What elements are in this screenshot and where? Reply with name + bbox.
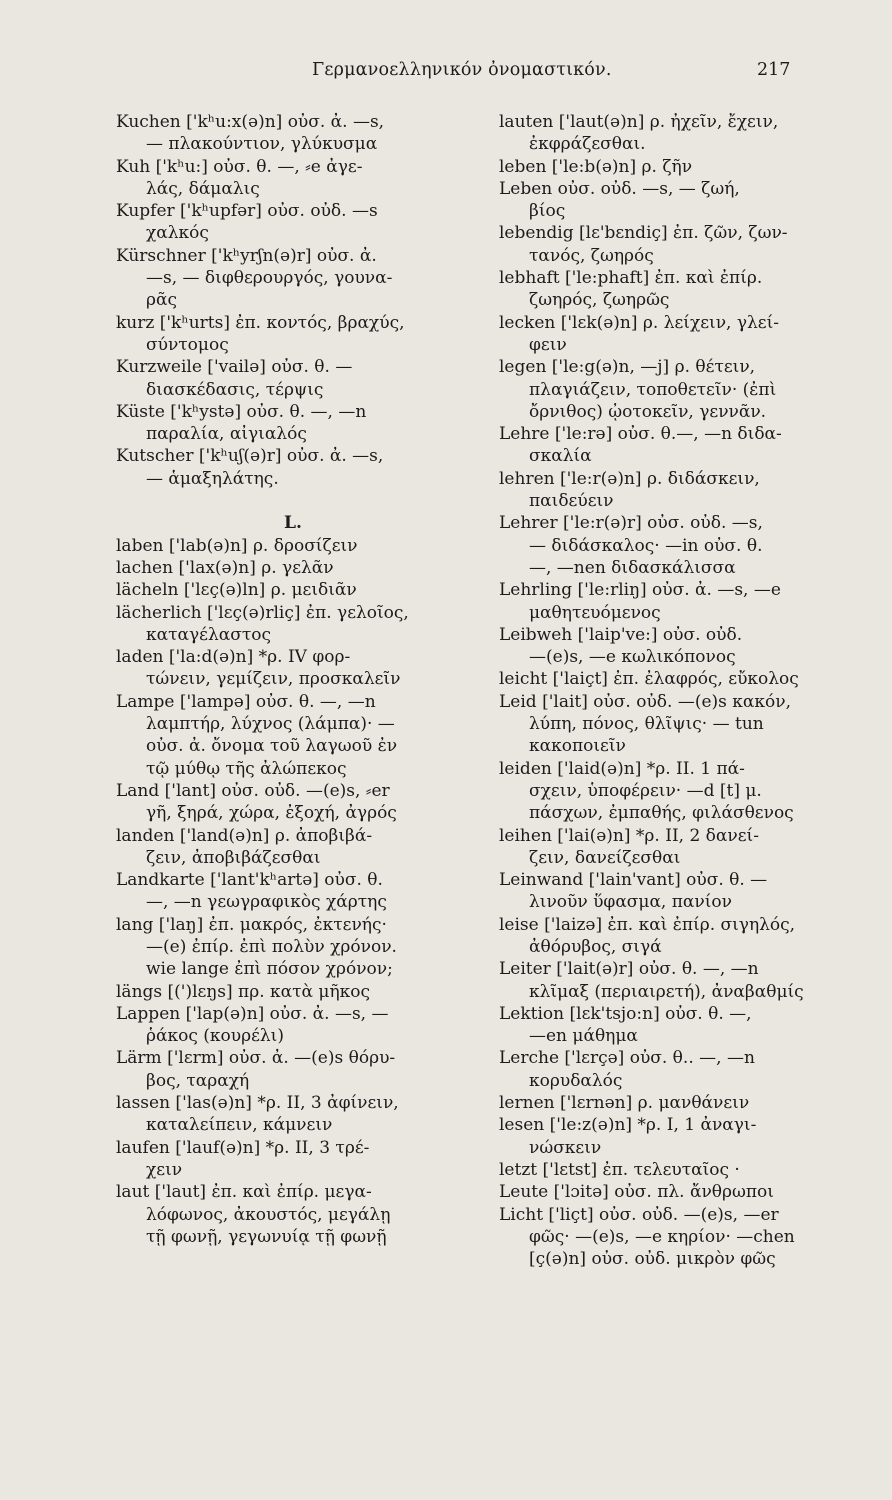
entry-headword-line: lassen ['las(ə)n] *ρ. II, 3 ἀφίνειν, (116, 1093, 399, 1114)
entry-continuation-line: ῥάκος (κουρέλι) (146, 1026, 284, 1047)
entry-headword-line: lächerlich ['lɛç(ə)rliç] ἐπ. γελοῖος, (116, 602, 409, 623)
entry-continuation-line: κλῖμαξ (περιαιρετή), ἀναβαθμίς (529, 981, 804, 1002)
entry-continuation-line: ζειν, ἀποβιβάζεσθαι (146, 847, 321, 868)
entry-headword-line: leicht ['laiçt] ἐπ. ἐλαφρός, εὔκολος (499, 669, 799, 690)
entry-headword-line: lang ['laŋ] ἐπ. μακρός, ἐκτενής· (116, 914, 387, 935)
entry-continuation-line: παιδεύειν (529, 491, 614, 512)
entry-continuation-line: βος, ταραχή (146, 1070, 250, 1091)
entry-continuation-line: ρᾶς (146, 290, 177, 311)
entry-headword-line: Leibweh ['laip've:] οὐσ. οὐδ. (499, 624, 743, 645)
entry-continuation-line: — διδάσκαλος· —in οὐσ. θ. (529, 535, 763, 556)
entry-continuation-line: λύπη, πόνος, θλῖψις· — tun (529, 714, 764, 735)
entry-headword-line: Lehrling ['le:rliŋ] οὐσ. ἀ. —s, —e (499, 580, 781, 601)
entry-continuation-line: λινοῦν ὕφασμα, πανίον (529, 892, 732, 913)
entry-continuation-line: —en μάθημα (529, 1026, 638, 1047)
right-column (499, 111, 817, 1270)
entry-continuation-line: τώνειν, γεμίζειν, προσκαλεῖν (146, 669, 401, 690)
entry-headword-line: leben ['le:b(ə)n] ρ. ζῆν (499, 156, 693, 177)
entry-continuation-line: wie lange ἐπὶ πόσον χρόνον; (146, 959, 393, 980)
entry-headword-line: legen ['le:g(ə)n, —j] ρ. θέτειν, (499, 357, 756, 378)
left-column (116, 111, 452, 1248)
entry-headword-line: lesen ['le:z(ə)n] *ρ. I, 1 ἀναγι- (499, 1115, 757, 1136)
entry-continuation-line: πλαγιάζειν, τοποθετεῖν· (ἐπὶ (529, 379, 777, 400)
entry-continuation-line: λάς, δάμαλις (146, 178, 260, 199)
page-title: Γερμανοελληνικόν ὀνομαστικόν. (312, 60, 612, 80)
entry-continuation-line: φῶς· —(e)s, —e κηρίον· —chen (529, 1226, 795, 1247)
entry-headword-line: Lehrer ['le:r(ə)r] οὐσ. οὐδ. —s, (499, 513, 763, 534)
entry-headword-line: Kutscher ['kʰuʃ(ə)r] οὐσ. ἀ. —s, (116, 446, 384, 467)
entry-continuation-line: σκαλία (529, 446, 592, 467)
entry-headword-line: Leute ['lɔitə] οὐσ. πλ. ἄνθρωποι (499, 1182, 774, 1203)
entry-headword-line: Lektion [lɛk'tsjo:n] οὐσ. θ. —, (499, 1003, 752, 1024)
entry-continuation-line: κορυδαλός (529, 1070, 623, 1091)
entry-continuation-line: βίος (529, 201, 566, 222)
entry-headword-line: Leid ['lait] οὐσ. οὐδ. —(e)s κακόν, (499, 691, 792, 712)
entry-continuation-line: φειν (529, 334, 567, 355)
entry-continuation-line: — πλακούντιον, γλύκυσμα (146, 134, 378, 155)
entry-continuation-line: λαμπτήρ, λύχνος (λάμπα)· — (146, 714, 395, 735)
entry-continuation-line: πάσχων, ἐμπαθής, φιλάσθενος (529, 803, 794, 824)
entry-continuation-line: [ç(ə)n] οὐσ. οὐδ. μικρὸν φῶς (529, 1249, 776, 1270)
entry-continuation-line: χειν (146, 1159, 183, 1180)
entry-continuation-line: ἐκφράζεσθαι. (529, 134, 646, 155)
entry-headword-line: laut ['laut] ἐπ. καὶ ἐπίρ. μεγα- (116, 1182, 372, 1203)
entry-headword-line (116, 490, 452, 512)
entry-headword-line: leise ['laizə] ἐπ. καὶ ἐπίρ. σιγηλός, (499, 914, 796, 935)
entry-headword-line: lachen ['lax(ə)n] ρ. γελᾶν (116, 557, 334, 578)
entry-headword-line: Kurzweile ['vailə] οὐσ. θ. — (116, 357, 353, 378)
entry-continuation-line: σύντομος (146, 334, 229, 355)
entry-headword-line: Leiter ['lait(ə)r] οὐσ. θ. —, —n (499, 959, 759, 980)
entry-continuation-line: παραλία, αἰγιαλός (146, 424, 307, 445)
entry-headword-line: längs [(')lɛŋs] πρ. κατὰ μῆκος (116, 981, 371, 1002)
entry-headword-line: laben ['lab(ə)n] ρ. δροσίζειν (116, 535, 358, 556)
entry-headword-line: Kupfer ['kʰupfər] οὐσ. οὐδ. —s (116, 201, 378, 222)
entry-headword-line: Lehre ['le:rə] οὐσ. θ.—, —n διδα- (499, 424, 782, 445)
entry-continuation-line: γῆ, ξηρά, χώρα, ἐξοχή, ἀγρός (146, 803, 397, 824)
entry-continuation-line: λόφωνος, ἀκουστός, μεγάλῃ (146, 1204, 391, 1225)
entry-headword-line: Landkarte ['lant'kʰartə] οὐσ. θ. (116, 870, 383, 891)
entry-headword-line: kurz ['kʰurts] ἐπ. κοντός, βραχύς, (116, 312, 405, 333)
entry-headword-line: lauten ['laut(ə)n] ρ. ἠχεῖν, ἔχειν, (499, 112, 779, 132)
entry-continuation-line: τῷ μύθῳ τῆς ἀλώπεκος (146, 758, 347, 779)
entry-continuation-line: σχειν, ὑποφέρειν· —d [t] μ. (529, 780, 762, 801)
entry-continuation-line: διασκέδασις, τέρψις (146, 379, 324, 400)
entry-continuation-line: —(e) ἐπίρ. ἐπὶ πολὺν χρόνον. (146, 936, 397, 957)
entry-continuation-line: —s, — διφθερουργός, γουνα- (146, 268, 393, 289)
entry-continuation-line: τανός, ζωηρός (529, 245, 654, 266)
entry-headword-line: lehren ['le:r(ə)n] ρ. διδάσκειν, (499, 468, 760, 489)
entry-headword-line: Kuh ['kʰu:] οὐσ. θ. —, ⸗e ἀγε- (116, 156, 363, 177)
entry-continuation-line: —, —n γεωγραφικὸς χάρτης (146, 892, 387, 913)
entry-headword-line: lecken ['lɛk(ə)n] ρ. λείχειν, γλεί- (499, 312, 780, 333)
entry-continuation-line: ὄρνιθος) ᾠοτοκεῖν, γεννᾶν. (529, 401, 767, 422)
entry-continuation-line: τῇ φωνῇ, γεγωνυίᾳ τῇ φωνῇ (146, 1226, 387, 1247)
entry-headword-line: Licht ['liçt] οὐσ. οὐδ. —(e)s, —er (499, 1204, 779, 1225)
entry-headword-line: laden ['la:d(ə)n] *ρ. IV φορ- (116, 647, 351, 668)
entry-continuation-line: —, —nen διδασκάλισσα (529, 557, 736, 578)
entry-headword-line: Leben οὐσ. οὐδ. —s, — ζωή, (499, 178, 740, 199)
entry-continuation-line: κακοποιεῖν (529, 736, 626, 757)
entry-headword-line: lebendig [lɛ'bɛndiç] ἐπ. ζῶν, ζων- (499, 223, 788, 244)
entry-headword-line: Lappen ['lap(ə)n] οὐσ. ἀ. —s, — (116, 1003, 389, 1024)
entry-continuation-line: ἀθόρυβος, σιγά (529, 936, 662, 957)
entry-headword-line: Lampe ['lampə] οὐσ. θ. —, —n (116, 691, 376, 712)
entry-continuation-line: — ἁμαξηλάτης. (146, 468, 279, 489)
page-number: 217 (757, 60, 791, 80)
entry-continuation-line: ζειν, δανείζεσθαι (529, 847, 681, 868)
entry-headword-line: Land ['lant] οὐσ. οὐδ. —(e)s, ⸗er (116, 780, 390, 801)
section-letter-heading: L. (284, 513, 302, 534)
entry-headword-line: landen ['land(ə)n] ρ. ἀποβιβά- (116, 825, 373, 846)
entry-continuation-line: χαλκός (146, 223, 209, 244)
entry-continuation-line: οὐσ. ἀ. ὄνομα τοῦ λαγωοῦ ἐν (146, 736, 398, 757)
entry-headword-line: lernen ['lɛrnən] ρ. μανθάνειν (499, 1093, 750, 1114)
entry-continuation-line: καταλείπειν, κάμνειν (146, 1115, 333, 1136)
entry-headword-line: Kuchen ['kʰu:x(ə)n] οὐσ. ἀ. —s, (116, 112, 385, 132)
entry-headword-line: Leinwand ['lain'vant] οὐσ. θ. — (499, 870, 768, 891)
entry-headword-line: laufen ['lauf(ə)n] *ρ. II, 3 τρέ- (116, 1137, 370, 1158)
entry-headword-line: leiden ['laid(ə)n] *ρ. II. 1 πά- (499, 758, 745, 779)
entry-continuation-line: καταγέλαστος (146, 624, 271, 645)
running-header (0, 56, 892, 86)
entry-continuation-line: νώσκειν (529, 1137, 602, 1158)
entry-continuation-line: ζωηρός, ζωηρῶς (529, 290, 670, 311)
entry-headword-line: lebhaft ['le:phaft] ἐπ. καὶ ἐπίρ. (499, 268, 763, 289)
entry-continuation-line: μαθητευόμενος (529, 602, 661, 623)
entry-headword-line: Lerche ['lɛrçə] οὐσ. θ.. —, —n (499, 1048, 755, 1069)
entry-headword-line: letzt ['lɛtst] ἐπ. τελευταῖος · (499, 1159, 740, 1180)
entry-headword-line: leihen ['lai(ə)n] *ρ. II, 2 δανεί- (499, 825, 759, 846)
entry-headword-line: lächeln ['lɛç(ə)ln] ρ. μειδιᾶν (116, 580, 357, 601)
entry-headword-line: Kürschner ['kʰyrʃn(ə)r] οὐσ. ἀ. (116, 245, 377, 266)
entry-continuation-line: —(e)s, —e κωλικόπονος (529, 647, 736, 668)
entry-headword-line: Küste ['kʰystə] οὐσ. θ. —, —n (116, 401, 367, 422)
entry-headword-line: Lärm ['lɛrm] οὐσ. ἀ. —(e)s θόρυ- (116, 1048, 396, 1069)
